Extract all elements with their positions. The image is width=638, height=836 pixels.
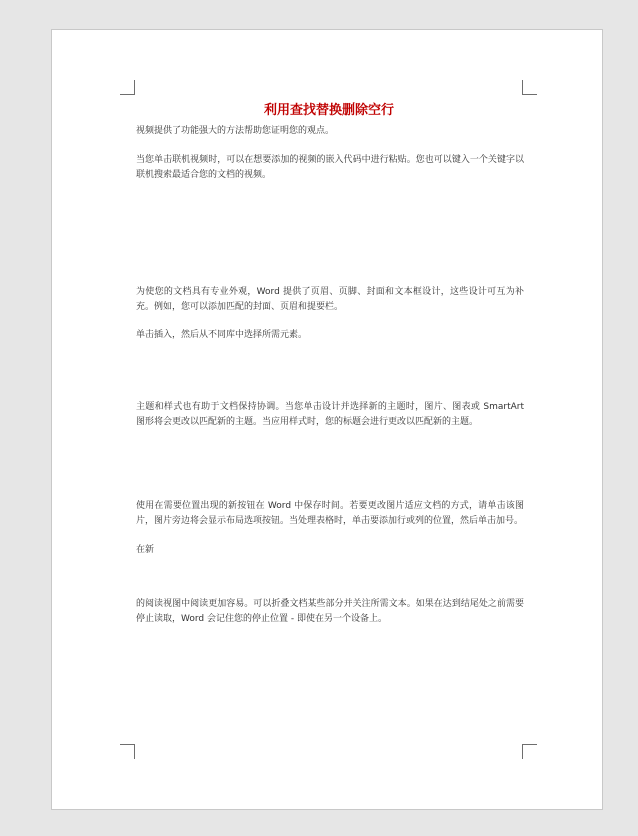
paragraph-7[interactable]: 在新 [136,545,155,555]
crop-mark-bottom-left [120,744,135,759]
paragraph-2[interactable]: 当您单击联机视频时，可以在想要添加的视频的嵌入代码中进行粘贴。您也可以键入一个关键字以联机搜索最适合您的文档的视频。 [136,155,524,180]
paragraph-4[interactable]: 单击插入，然后从不同库中选择所需元素。 [136,330,308,340]
document-page [51,29,603,810]
paragraph-6[interactable]: 使用在需要位置出现的新按钮在 Word 中保存时间。若要更改图片适应文档的方式，请单击该图片，图片旁边将会显示布局选项按钮。当处理表格时，单击要添加行或列的位置，然后单击加号。 [136,501,524,526]
paragraph-5[interactable]: 主题和样式也有助于文档保持协调。当您单击设计并选择新的主题时，图片、图表或 SmartArt 图形将会更改以匹配新的主题。当应用样式时，您的标题会进行更改以匹配新的主题。 [136,402,524,427]
crop-mark-bottom-right [522,744,537,759]
crop-mark-top-right [522,80,537,95]
crop-mark-top-left [120,80,135,95]
document-title[interactable]: 利用查找替换删除空行 [263,103,394,118]
paragraph-1[interactable]: 视频提供了功能强大的方法帮助您证明您的观点。 [136,126,335,136]
paragraph-8[interactable]: 的阅读视图中阅读更加容易。可以折叠文档某些部分并关注所需文本。如果在达到结尾处之前需要停止读取，Word 会记住您的停止位置 - 即使在另一个设备上。 [136,599,524,624]
paragraph-3[interactable]: 为使您的文档具有专业外观，Word 提供了页眉、页脚、封面和文本框设计，这些设计可互为补充。例如，您可以添加匹配的封面、页眉和提要栏。 [136,287,524,312]
